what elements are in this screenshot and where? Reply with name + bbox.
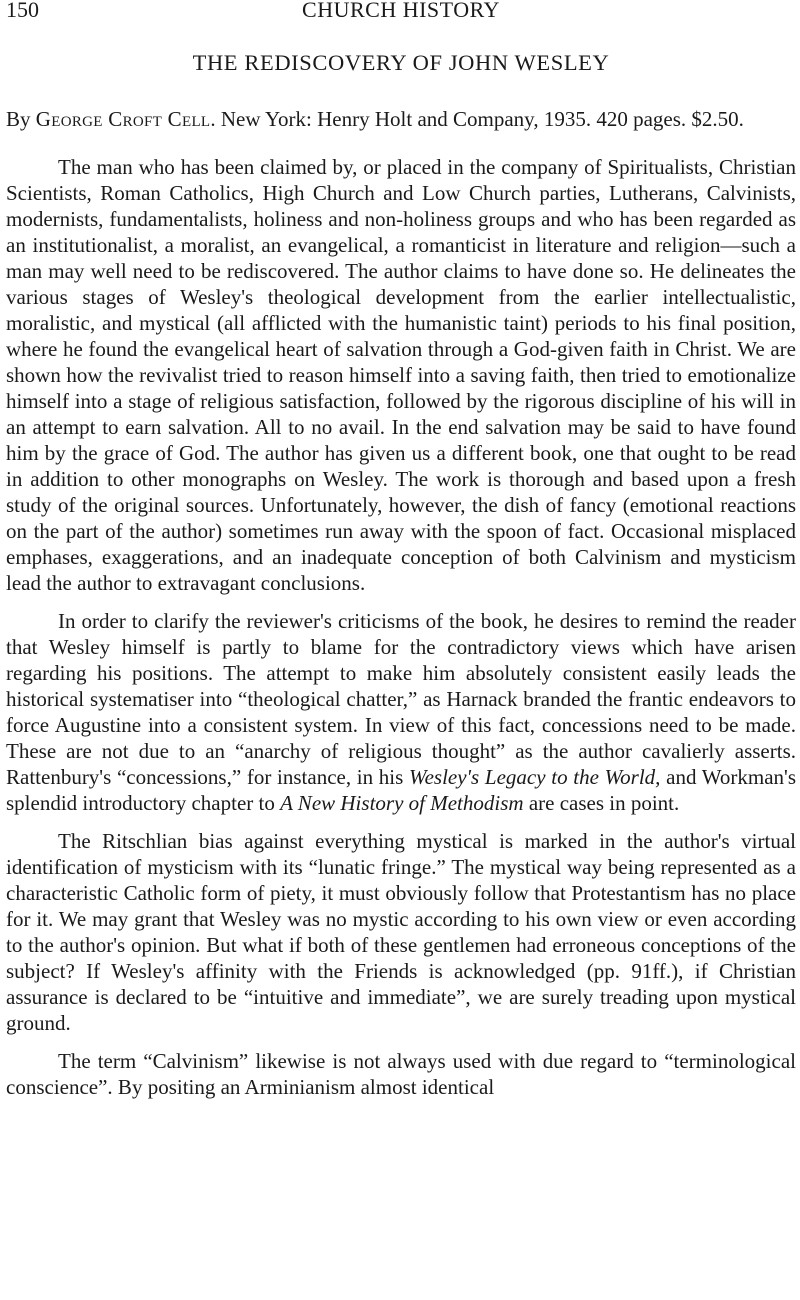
paragraph-2-text-a: In order to clarify the reviewer's criticisms of the book, he desires to remind the reader that Wesley himself is partly to blame for the contradictory views which have arisen regarding his positions. The attempt to make him absolutely consistent easily leads the historical systematiser into “theological chatter,” as Harnack branded the frantic endeavors to force Augustine into a consistent system. In view of this fact, concessions need to be made. These are not due to an “anarchy of religious thought” as the author cavalierly asserts. Rattenbury's “concessions,” for instance, in his <box>6 609 796 789</box>
citation-author: George Croft Cell <box>35 107 211 131</box>
journal-running-title: CHURCH HISTORY <box>302 0 500 22</box>
review-paragraph-1: The man who has been claimed by, or placed in the company of Spiritualists, Christian Scientists, Roman Catholics, High Church and Low Church parties, Lutherans, Calvinists, modernists, fundamentalists, holiness and non-holiness groups and who has been regarded as an institutionalist, a moralist, an evangelical, a romanticist in literature and religion—such a man may well need to be rediscovered. The author claims to have done so. He delineates the various stages of Wesley's theological development from the earlier intellectualistic, moralistic, and mystical (all afflicted with the humanistic taint) periods to his final position, where he found the evangelical heart of salvation through a God-given faith in Christ. We are shown how the revivalist tried to reason himself into a saving faith, then tried to emotionalize himself into a stage of religious satisfaction, followed by the rigorous discipline of his will in an attempt to earn salvation. All to no avail. In the end salvation may be said to have found him by the grace of God. The author has given us a different book, one that ought to be read in addition to other monographs on Wesley. The work is thorough and based upon a fresh study of the original sources. Unfortunately, however, the dish of fancy (emotional reactions on the part of the author) sometimes run away with the spoon of fact. Occasional misplaced emphases, exaggerations, and an inadequate conception of both Calvinism and mysticism lead the author to extravagant conclusions. <box>6 155 796 595</box>
book-citation <box>6 106 796 132</box>
paragraph-2-text-c: are cases in point. <box>523 791 680 815</box>
paragraph-2-text-b: and Workman's splendid introductory chapter to <box>6 765 797 815</box>
review-paragraph-3: The Ritschlian bias against everything mystical is marked in the author's virtual identification of mysticism with its “lunatic fringe.” The mystical way being represented as a characteristic Catholic form of piety, it must obviously follow that Protestantism has no place for it. We may grant that Wesley was no mystic according to his own view or even according to the author's opinion. But what if both of these gentlemen had erroneous conceptions of the subject? If Wesley's affinity with the Friends is acknowledged (pp. 91ff.), if Christian assurance is declared to be “intuitive and immediate”, we are surely treading upon mystical ground. <box>6 829 796 1035</box>
book-title-wesleys-legacy: Wesley's Legacy to the World, <box>409 765 661 789</box>
review-paragraph-4: The term “Calvinism” likewise is not always used with due regard to “terminological conscience”. By positing an Arminianism almost identical <box>6 1049 796 1099</box>
citation-prefix: By <box>6 107 36 131</box>
review-paragraph-2 <box>6 608 796 816</box>
book-title-new-history: A New History of Methodism <box>280 791 524 815</box>
article-title: THE REDISCOVERY OF JOHN WESLEY <box>192 50 610 75</box>
citation-details: . New York: Henry Holt and Company, 1935. 420 pages. $2.50. <box>210 107 744 131</box>
page-number: 150 <box>6 0 39 22</box>
journal-page <box>6 0 796 1112</box>
running-head <box>6 0 796 28</box>
